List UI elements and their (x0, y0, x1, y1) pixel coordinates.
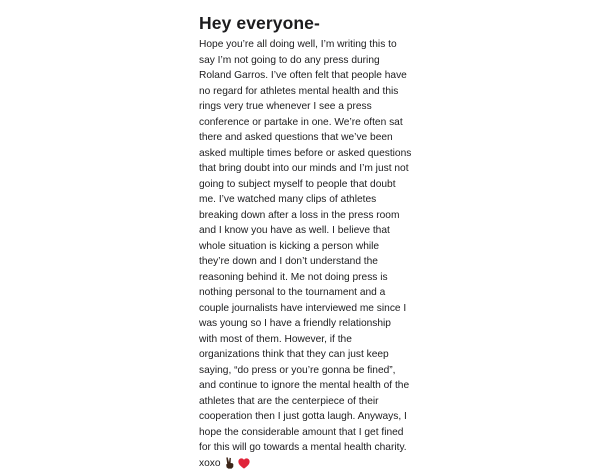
note-line: nothing personal to the tournament and a (199, 287, 386, 298)
note-line: breaking down after a loss in the press room (199, 209, 400, 221)
note-line: they’re down and I don’t understand the (199, 256, 378, 267)
peace-hand-icon (224, 457, 235, 469)
note-line: conference or partake in one. We’re often sat (199, 116, 403, 128)
note-line: Roland Garros. I’ve often felt that people have (199, 70, 407, 81)
signoff-line (199, 456, 421, 472)
note-line: that bring doubt into our minds and I’m just not (199, 163, 409, 174)
note-line: hope the considerable amount that I get fined (199, 426, 404, 438)
note-line: cooperation then I just gotta laugh. Anyways, I (199, 411, 407, 422)
note-body (199, 12, 421, 471)
note-line: no regard for athletes mental health and this (199, 85, 399, 97)
note-line: me. I’ve watched many clips of athletes (199, 194, 377, 205)
note-line: was young so I have a friendly relationship (199, 318, 391, 329)
signoff-text: xoxo (199, 457, 221, 469)
note-line: and I know you have as well. I believe that (199, 225, 390, 236)
note-line: going to subject myself to people that doubt (199, 178, 396, 190)
note-line: with most of them. However, if the (199, 333, 352, 345)
note-line: for this will go towards a mental health charity. (199, 442, 407, 453)
note-line: saying, “do press or you’re gonna be fined”, (199, 364, 396, 376)
note-title: Hey everyone- (199, 13, 320, 33)
note-line: say I’m not going to do any press during (199, 54, 380, 66)
note-line: rings very true whenever I see a press (199, 101, 372, 112)
note-line: Hope you’re all doing well, I’m writing this to (199, 39, 397, 50)
note-line: whole situation is kicking a person while (199, 240, 380, 252)
note-line: athletes that are the centerpiece of their (199, 395, 379, 407)
note-line: organizations think that they can just keep (199, 349, 389, 360)
note-line: reasoning behind it. Me not doing press is (199, 271, 388, 283)
note-line: couple journalists have interviewed me since I (199, 302, 407, 314)
note-line: asked multiple times before or asked questions (199, 147, 412, 159)
red-heart-icon (238, 458, 250, 469)
note-line: and continue to ignore the mental health of the (199, 380, 410, 391)
note-line: there and asked questions that we’ve been (199, 132, 393, 143)
